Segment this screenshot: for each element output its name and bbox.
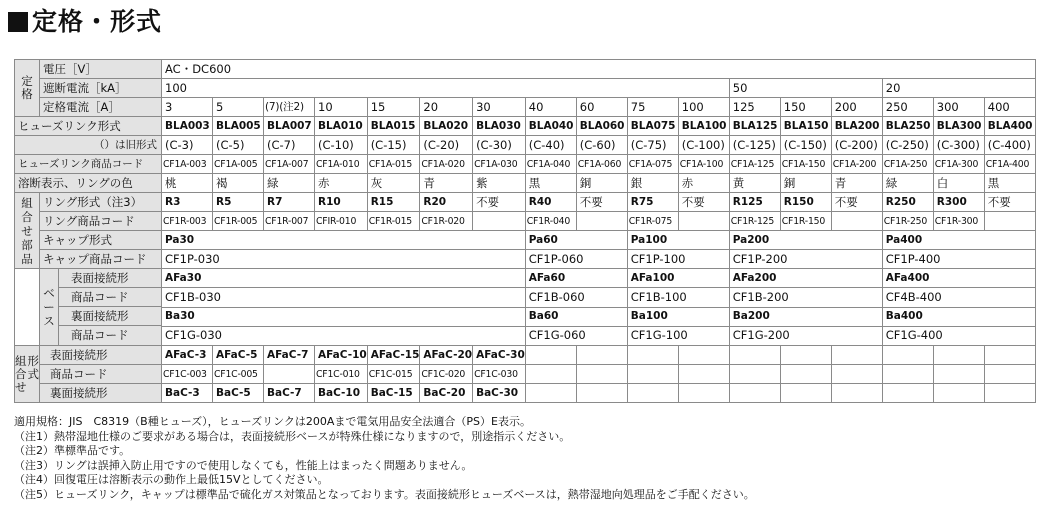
table-cell: 灰 bbox=[367, 174, 420, 193]
table-cell: CF1A-300 bbox=[933, 155, 984, 174]
row-label-combo: 商品コード bbox=[40, 365, 162, 384]
table-cell: 青 bbox=[831, 174, 882, 193]
table-row bbox=[15, 136, 1036, 155]
table-cell: BLA010 bbox=[315, 117, 368, 136]
cap-code-value: CF1P-030 bbox=[162, 250, 526, 269]
table-cell: 白 bbox=[933, 174, 984, 193]
table-cell: CF1A-020 bbox=[420, 155, 473, 174]
note-line: 適用規格：JIS C8319（B種ヒューズ），ヒューズリンクは200Aまで電気用品安全法適合（PS）E表示。 bbox=[14, 415, 531, 428]
table-cell: BLA030 bbox=[473, 117, 526, 136]
combo-value: AFaC-15 bbox=[367, 346, 420, 365]
table-cell: BLA015 bbox=[367, 117, 420, 136]
ring-type-value: R150 bbox=[780, 193, 831, 212]
empty-cell bbox=[882, 346, 933, 365]
empty-cell bbox=[831, 384, 882, 403]
base-value: Ba60 bbox=[525, 307, 627, 326]
table-cell: (C-7) bbox=[264, 136, 315, 155]
table-cell bbox=[831, 212, 882, 231]
table-row bbox=[15, 60, 1036, 79]
table-row bbox=[15, 212, 1036, 231]
row-label-cap-code: キャップ商品コード bbox=[40, 250, 162, 269]
table-cell: CF1A-060 bbox=[576, 155, 627, 174]
empty-cell bbox=[627, 384, 678, 403]
base-subgroup bbox=[40, 269, 162, 346]
table-cell: (C-5) bbox=[213, 136, 264, 155]
table-cell: (C-150) bbox=[780, 136, 831, 155]
breaking-value: 100 bbox=[162, 79, 730, 98]
table-cell: 桃 bbox=[162, 174, 213, 193]
breaking-value: 20 bbox=[882, 79, 1035, 98]
cap-type-value: Pa100 bbox=[627, 231, 729, 250]
empty-cell bbox=[780, 384, 831, 403]
table-cell: CF1A-250 bbox=[882, 155, 933, 174]
combo-value: BaC-15 bbox=[367, 384, 420, 403]
combo-value: AFaC-5 bbox=[213, 346, 264, 365]
base-value: CF4B-400 bbox=[882, 288, 1035, 307]
combo-type-group-label: 組 合 せ 形 式 bbox=[15, 346, 40, 403]
table-cell: (C-250) bbox=[882, 136, 933, 155]
current-value: 30 bbox=[473, 98, 526, 117]
table-cell: (C-400) bbox=[984, 136, 1035, 155]
empty-cell bbox=[984, 346, 1035, 365]
table-cell: BLA100 bbox=[678, 117, 729, 136]
table-cell bbox=[473, 212, 526, 231]
cap-type-value: Pa200 bbox=[729, 231, 882, 250]
spec-table bbox=[14, 59, 1036, 403]
row-label-fuselink-type: ヒューズリンク形式 bbox=[15, 117, 162, 136]
ring-type-value: 不要 bbox=[576, 193, 627, 212]
ring-type-value: R250 bbox=[882, 193, 933, 212]
current-value: 100 bbox=[678, 98, 729, 117]
table-cell: CF1A-030 bbox=[473, 155, 526, 174]
table-cell bbox=[576, 212, 627, 231]
notes bbox=[14, 415, 755, 503]
empty-cell bbox=[576, 365, 627, 384]
table-row bbox=[15, 384, 1036, 403]
table-cell: CF1R-300 bbox=[933, 212, 984, 231]
empty-cell bbox=[627, 346, 678, 365]
section-title: 定格・形式 bbox=[8, 2, 162, 42]
empty-cell bbox=[831, 365, 882, 384]
base-value: AFa60 bbox=[525, 269, 627, 288]
note-line: （注2）準標準品です。 bbox=[14, 444, 131, 458]
table-cell: 褐 bbox=[213, 174, 264, 193]
combo-value: CF1C-010 bbox=[315, 365, 368, 384]
base-value: CF1G-030 bbox=[162, 326, 526, 345]
empty-cell bbox=[576, 346, 627, 365]
table-cell: BLA400 bbox=[984, 117, 1035, 136]
combo-parts-group-label: 組 合 せ 部 品 bbox=[15, 193, 40, 269]
table-cell: (C-20) bbox=[420, 136, 473, 155]
table-row bbox=[15, 174, 1036, 193]
combo-value: AFaC-7 bbox=[264, 346, 315, 365]
ring-type-value: R300 bbox=[933, 193, 984, 212]
row-label-voltage: 電圧［V］ bbox=[40, 60, 162, 79]
table-cell: 紫 bbox=[473, 174, 526, 193]
table-row bbox=[15, 193, 1036, 212]
combo-value: BaC-30 bbox=[473, 384, 526, 403]
table-cell: CF1A-005 bbox=[213, 155, 264, 174]
table-cell: 黒 bbox=[984, 174, 1035, 193]
table-cell: BLA075 bbox=[627, 117, 678, 136]
combo-value: BaC-20 bbox=[420, 384, 473, 403]
table-cell: CF1A-010 bbox=[315, 155, 368, 174]
table-cell: 緑 bbox=[264, 174, 315, 193]
table-cell: (C-300) bbox=[933, 136, 984, 155]
table-cell: BLA020 bbox=[420, 117, 473, 136]
empty-cell bbox=[882, 365, 933, 384]
base-value: CF1B-200 bbox=[729, 288, 882, 307]
table-cell: BLA005 bbox=[213, 117, 264, 136]
breaking-value: 50 bbox=[729, 79, 882, 98]
table-cell: CF1R-007 bbox=[264, 212, 315, 231]
table-cell: (C-60) bbox=[576, 136, 627, 155]
empty-cell bbox=[678, 365, 729, 384]
table-row bbox=[15, 365, 1036, 384]
empty-cell bbox=[933, 384, 984, 403]
combo-value: CF1C-015 bbox=[367, 365, 420, 384]
table-cell: CF1A-015 bbox=[367, 155, 420, 174]
empty-cell bbox=[984, 384, 1035, 403]
current-value: (7)(注2) bbox=[264, 98, 315, 117]
empty-cell bbox=[933, 346, 984, 365]
table-row bbox=[15, 117, 1036, 136]
table-cell: BLA200 bbox=[831, 117, 882, 136]
table-cell: CF1R-020 bbox=[420, 212, 473, 231]
cap-type-value: Pa400 bbox=[882, 231, 1035, 250]
table-cell: 赤 bbox=[315, 174, 368, 193]
cap-code-value: CF1P-200 bbox=[729, 250, 882, 269]
current-value: 400 bbox=[984, 98, 1035, 117]
empty-cell bbox=[882, 384, 933, 403]
current-value: 75 bbox=[627, 98, 678, 117]
combo-value: AFaC-10 bbox=[315, 346, 368, 365]
table-row bbox=[15, 326, 1036, 345]
table-row bbox=[15, 231, 1036, 250]
table-cell: CF1A-075 bbox=[627, 155, 678, 174]
empty-cell bbox=[984, 365, 1035, 384]
base-value: CF1G-200 bbox=[729, 326, 882, 345]
square-bullet-icon bbox=[8, 12, 28, 32]
table-cell: CF1R-005 bbox=[213, 212, 264, 231]
combo-value bbox=[264, 365, 315, 384]
base-value: CF1B-060 bbox=[525, 288, 627, 307]
note-line: （注1）熱帯湿地仕様のご要求がある場合は，表面接続形ベースが特殊仕様になりますので，別途指示ください。 bbox=[14, 429, 571, 443]
table-cell: CF1A-200 bbox=[831, 155, 882, 174]
table-cell: CF1R-015 bbox=[367, 212, 420, 231]
combo-value: BaC-10 bbox=[315, 384, 368, 403]
table-cell: 銀 bbox=[627, 174, 678, 193]
table-cell: BLA250 bbox=[882, 117, 933, 136]
empty-cell bbox=[678, 346, 729, 365]
rating-group-label: 定 格 bbox=[15, 60, 40, 117]
empty-cell bbox=[780, 346, 831, 365]
table-cell: CF1A-040 bbox=[525, 155, 576, 174]
table-cell: (C-125) bbox=[729, 136, 780, 155]
current-value: 300 bbox=[933, 98, 984, 117]
table-cell: (C-15) bbox=[367, 136, 420, 155]
ring-type-value: R40 bbox=[525, 193, 576, 212]
base-value: AFa400 bbox=[882, 269, 1035, 288]
cap-code-value: CF1P-100 bbox=[627, 250, 729, 269]
empty-cell bbox=[678, 384, 729, 403]
ring-type-value: 不要 bbox=[984, 193, 1035, 212]
table-row bbox=[15, 155, 1036, 174]
empty-cell bbox=[525, 346, 576, 365]
empty-cell bbox=[831, 346, 882, 365]
current-value: 250 bbox=[882, 98, 933, 117]
row-label-fuselink-code: ヒューズリンク商品コード bbox=[15, 155, 162, 174]
row-label-rated-current: 定格電流［A］ bbox=[40, 98, 162, 117]
row-label-breaking: 遮断電流［kA］ bbox=[40, 79, 162, 98]
row-label-combo: 表面接続形 bbox=[40, 346, 162, 365]
row-label-combo: 裏面接続形 bbox=[40, 384, 162, 403]
combo-value: AFaC-3 bbox=[162, 346, 213, 365]
ring-type-value: R15 bbox=[367, 193, 420, 212]
table-cell: CF1A-400 bbox=[984, 155, 1035, 174]
cap-type-value: Pa60 bbox=[525, 231, 627, 250]
cap-code-value: CF1P-060 bbox=[525, 250, 627, 269]
combo-value: AFaC-20 bbox=[420, 346, 473, 365]
empty-cell bbox=[729, 384, 780, 403]
base-value: AFa200 bbox=[729, 269, 882, 288]
table-row bbox=[15, 269, 1036, 288]
blank-cell bbox=[15, 269, 40, 346]
combo-value: BaC-3 bbox=[162, 384, 213, 403]
empty-cell bbox=[525, 384, 576, 403]
combo-value: BaC-5 bbox=[213, 384, 264, 403]
table-cell: (C-100) bbox=[678, 136, 729, 155]
table-cell: BLA003 bbox=[162, 117, 213, 136]
table-cell: CF1R-075 bbox=[627, 212, 678, 231]
base-value: CF1G-060 bbox=[525, 326, 627, 345]
current-value: 3 bbox=[162, 98, 213, 117]
table-cell: BLA040 bbox=[525, 117, 576, 136]
base-group-label: ベ ー ス bbox=[40, 269, 59, 345]
table-cell: 黒 bbox=[525, 174, 576, 193]
table-cell: 銅 bbox=[576, 174, 627, 193]
table-cell: (C-3) bbox=[162, 136, 213, 155]
base-value: CF1G-400 bbox=[882, 326, 1035, 345]
table-row bbox=[15, 250, 1036, 269]
table-cell: BLA150 bbox=[780, 117, 831, 136]
base-value: Ba200 bbox=[729, 307, 882, 326]
row-label-base-item: 裏面接続形 bbox=[59, 307, 161, 326]
current-value: 20 bbox=[420, 98, 473, 117]
empty-cell bbox=[729, 365, 780, 384]
base-value: Ba400 bbox=[882, 307, 1035, 326]
table-cell: (C-75) bbox=[627, 136, 678, 155]
table-cell: CF1R-250 bbox=[882, 212, 933, 231]
current-value: 5 bbox=[213, 98, 264, 117]
cap-code-value: CF1P-400 bbox=[882, 250, 1035, 269]
table-cell: CF1A-007 bbox=[264, 155, 315, 174]
row-label-base-item: 商品コード bbox=[59, 288, 161, 307]
base-value: CF1B-100 bbox=[627, 288, 729, 307]
current-value: 15 bbox=[367, 98, 420, 117]
table-cell bbox=[678, 212, 729, 231]
table-cell: 青 bbox=[420, 174, 473, 193]
note-line: （注3）リングは誤挿入防止用ですので使用しなくても，性能上はまったく問題ありません。 bbox=[14, 458, 473, 472]
base-value: CF1G-100 bbox=[627, 326, 729, 345]
table-cell: CFIR-010 bbox=[315, 212, 368, 231]
empty-cell bbox=[729, 346, 780, 365]
table-cell bbox=[984, 212, 1035, 231]
ring-type-value: R3 bbox=[162, 193, 213, 212]
table-cell: (C-30) bbox=[473, 136, 526, 155]
table-cell: BLA060 bbox=[576, 117, 627, 136]
table-cell: (C-10) bbox=[315, 136, 368, 155]
table-row bbox=[15, 288, 1036, 307]
ring-type-value: R20 bbox=[420, 193, 473, 212]
cap-type-value: Pa30 bbox=[162, 231, 526, 250]
table-cell: BLA007 bbox=[264, 117, 315, 136]
combo-value: CF1C-003 bbox=[162, 365, 213, 384]
row-label-ring-type: リング形式（注3） bbox=[40, 193, 162, 212]
combo-value: AFaC-30 bbox=[473, 346, 526, 365]
ring-type-value: R7 bbox=[264, 193, 315, 212]
table-cell: CF1R-150 bbox=[780, 212, 831, 231]
table-row bbox=[15, 98, 1036, 117]
combo-value: CF1C-005 bbox=[213, 365, 264, 384]
table-cell: 黄 bbox=[729, 174, 780, 193]
row-label-old-type: （）は旧形式 bbox=[15, 136, 162, 155]
table-cell: CF1R-040 bbox=[525, 212, 576, 231]
current-value: 60 bbox=[576, 98, 627, 117]
table-row bbox=[15, 307, 1036, 326]
base-value: Ba30 bbox=[162, 307, 526, 326]
base-value: AFa100 bbox=[627, 269, 729, 288]
row-label-indicator: 溶断表示、リングの色 bbox=[15, 174, 162, 193]
empty-cell bbox=[627, 365, 678, 384]
ring-type-value: R10 bbox=[315, 193, 368, 212]
ring-type-value: R75 bbox=[627, 193, 678, 212]
current-value: 10 bbox=[315, 98, 368, 117]
empty-cell bbox=[525, 365, 576, 384]
note-line: （注5）ヒューズリンク，キャップは標準品で硫化ガス対策品となっております。表面接続形ヒューズベースは，熱帯湿地向処理品をご手配ください。 bbox=[14, 487, 755, 501]
table-cell: 緑 bbox=[882, 174, 933, 193]
combo-value: CF1C-020 bbox=[420, 365, 473, 384]
ring-type-value: 不要 bbox=[473, 193, 526, 212]
table-cell: CF1R-003 bbox=[162, 212, 213, 231]
empty-cell bbox=[933, 365, 984, 384]
table-cell: (C-200) bbox=[831, 136, 882, 155]
base-value: AFa30 bbox=[162, 269, 526, 288]
table-cell: CF1R-125 bbox=[729, 212, 780, 231]
current-value: 150 bbox=[780, 98, 831, 117]
table-cell: BLA125 bbox=[729, 117, 780, 136]
base-value: Ba100 bbox=[627, 307, 729, 326]
row-label-cap-type: キャップ形式 bbox=[40, 231, 162, 250]
table-cell: CF1A-003 bbox=[162, 155, 213, 174]
table-cell: CF1A-125 bbox=[729, 155, 780, 174]
table-row bbox=[15, 346, 1036, 365]
table-cell: BLA300 bbox=[933, 117, 984, 136]
ring-type-value: 不要 bbox=[678, 193, 729, 212]
table-cell: CF1A-100 bbox=[678, 155, 729, 174]
row-label-ring-code: リング商品コード bbox=[40, 212, 162, 231]
current-value: 200 bbox=[831, 98, 882, 117]
table-row bbox=[15, 79, 1036, 98]
current-value: 125 bbox=[729, 98, 780, 117]
table-cell: 銅 bbox=[780, 174, 831, 193]
base-value: CF1B-030 bbox=[162, 288, 526, 307]
ring-type-value: R5 bbox=[213, 193, 264, 212]
ring-type-value: 不要 bbox=[831, 193, 882, 212]
table-cell: (C-40) bbox=[525, 136, 576, 155]
voltage-value: AC・DC600 bbox=[162, 60, 1036, 79]
table-cell: CF1A-150 bbox=[780, 155, 831, 174]
current-value: 40 bbox=[525, 98, 576, 117]
ring-type-value: R125 bbox=[729, 193, 780, 212]
row-label-base-item: 表面接続形 bbox=[59, 269, 161, 288]
empty-cell bbox=[576, 384, 627, 403]
table-cell: 赤 bbox=[678, 174, 729, 193]
row-label-base-item: 商品コード bbox=[71, 328, 129, 342]
empty-cell bbox=[780, 365, 831, 384]
combo-value: BaC-7 bbox=[264, 384, 315, 403]
combo-value: CF1C-030 bbox=[473, 365, 526, 384]
note-line: （注4）回復電圧は溶断表示の動作上最低15Vとしてください。 bbox=[14, 473, 329, 487]
